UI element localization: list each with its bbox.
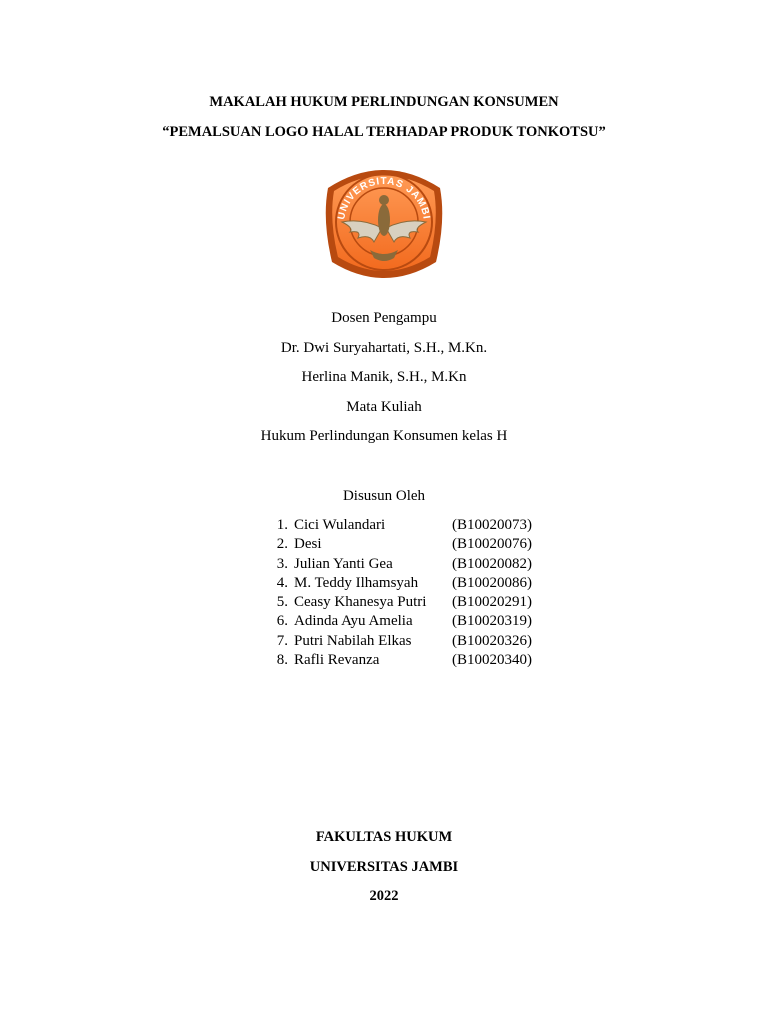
member-number: 1.	[276, 517, 288, 533]
lecturers-heading: Dosen Pengampu	[331, 310, 437, 326]
member-student-id: (B10020086)	[452, 574, 532, 591]
authors-heading: Disusun Oleh	[342, 488, 426, 504]
member-name: Rafli Revanza	[294, 652, 380, 669]
member-student-id: (B10020076)	[452, 536, 532, 553]
member-name: M. Teddy Ilhamsyah	[294, 574, 419, 591]
member-name: Cici Wulandari	[294, 517, 386, 533]
member-number: 6.	[276, 613, 288, 630]
list-item	[262, 516, 552, 535]
document-subtitle: “PEMALSUAN LOGO HALAL TERHADAP PRODUK TONKOTSU”	[162, 124, 606, 140]
lecturer-name: Herlina Manik, S.H., M.Kn	[301, 369, 467, 385]
authors-list	[262, 516, 552, 670]
member-student-id: (B10020319)	[452, 613, 532, 630]
list-item	[262, 555, 552, 574]
member-student-id: (B10020340)	[452, 652, 532, 669]
member-name: Adinda Ayu Amelia	[294, 613, 413, 630]
list-item	[262, 593, 552, 612]
university-name: UNIVERSITAS JAMBI	[309, 859, 459, 875]
lecturer-name: Dr. Dwi Suryahartati, S.H., M.Kn.	[280, 340, 488, 356]
list-item	[262, 574, 552, 593]
document-title: MAKALAH HUKUM PERLINDUNGAN KONSUMEN	[209, 94, 559, 110]
course-heading: Mata Kuliah	[346, 399, 422, 415]
member-name: Putri Nabilah Elkas	[294, 632, 412, 649]
list-item	[262, 535, 552, 554]
list-item	[262, 612, 552, 631]
member-number: 3.	[276, 555, 288, 572]
member-student-id: (B10020291)	[452, 594, 532, 611]
member-student-id: (B10020326)	[452, 632, 532, 649]
member-name: Ceasy Khanesya Putri	[294, 594, 427, 611]
member-number: 5.	[276, 594, 288, 611]
member-student-id: (B10020073)	[452, 517, 532, 533]
list-item	[262, 651, 552, 670]
member-name: Julian Yanti Gea	[294, 555, 393, 572]
logo-arc-text: UNIVERSITAS JAMBI	[336, 175, 432, 221]
course-name: Hukum Perlindungan Konsumen kelas H	[260, 428, 508, 444]
list-item	[262, 632, 552, 651]
university-logo	[318, 158, 450, 290]
year: 2022	[369, 888, 399, 904]
member-number: 4.	[276, 574, 288, 591]
member-number: 2.	[276, 536, 288, 553]
member-student-id: (B10020082)	[452, 555, 532, 572]
member-number: 8.	[276, 652, 288, 669]
faculty-name: FAKULTAS HUKUM	[315, 829, 453, 845]
member-number: 7.	[276, 632, 288, 649]
member-name: Desi	[294, 536, 322, 553]
